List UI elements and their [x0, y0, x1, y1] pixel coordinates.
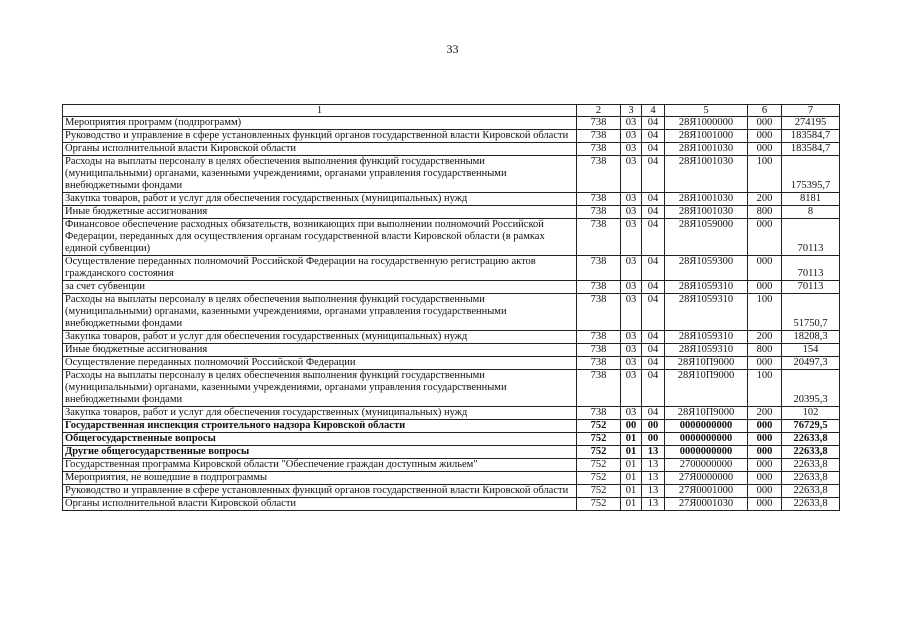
- amount-cell: 22633,8: [782, 459, 840, 472]
- target-article-cell: 27Я0000000: [665, 472, 748, 485]
- subsection-code-cell: 04: [642, 294, 665, 331]
- expense-name-cell: Осуществление переданных полномочий Российской Федерации на государственную регистрацию актов гражданского состояния: [63, 256, 577, 281]
- section-code-cell: 01: [621, 472, 642, 485]
- table-row: [63, 344, 840, 357]
- expense-name-cell: Органы исполнительной власти Кировской области: [63, 498, 577, 511]
- target-article-cell: 27Я0001030: [665, 498, 748, 511]
- ministry-code-cell: 738: [577, 156, 621, 193]
- amount-cell: 8: [782, 206, 840, 219]
- subsection-code-cell: 04: [642, 156, 665, 193]
- ministry-code-cell: 738: [577, 281, 621, 294]
- expense-name-cell: за счет субвенции: [63, 281, 577, 294]
- expense-type-cell: 000: [748, 459, 782, 472]
- expense-type-cell: 000: [748, 256, 782, 281]
- table-row: [63, 130, 840, 143]
- section-code-cell: 03: [621, 407, 642, 420]
- subsection-code-cell: 04: [642, 407, 665, 420]
- subsection-code-cell: 04: [642, 206, 665, 219]
- amount-cell: 70113: [782, 219, 840, 256]
- table-row: [63, 420, 840, 433]
- column-number: 7: [782, 105, 840, 117]
- subsection-code-cell: 00: [642, 433, 665, 446]
- amount-cell: 22633,8: [782, 472, 840, 485]
- ministry-code-cell: 738: [577, 143, 621, 156]
- target-article-cell: 28Я1001030: [665, 156, 748, 193]
- table-row: [63, 472, 840, 485]
- table-row: [63, 446, 840, 459]
- expense-name-cell: Финансовое обеспечение расходных обязательств, возникающих при выполнении полномочий Российской Федерации, переданных для осуществления органам государственной власти Кировской области (в рамках единой субвенции): [63, 219, 577, 256]
- table-row: [63, 193, 840, 206]
- subsection-code-cell: 04: [642, 370, 665, 407]
- section-code-cell: 03: [621, 344, 642, 357]
- ministry-code-cell: 752: [577, 459, 621, 472]
- column-number: 2: [577, 105, 621, 117]
- subsection-code-cell: 13: [642, 459, 665, 472]
- column-number: 3: [621, 105, 642, 117]
- section-code-cell: 03: [621, 156, 642, 193]
- subsection-code-cell: 04: [642, 256, 665, 281]
- expense-type-cell: 800: [748, 206, 782, 219]
- budget-table: [62, 104, 840, 511]
- amount-cell: 274195: [782, 117, 840, 130]
- subsection-code-cell: 04: [642, 117, 665, 130]
- section-code-cell: 03: [621, 206, 642, 219]
- ministry-code-cell: 738: [577, 130, 621, 143]
- table-row: [63, 294, 840, 331]
- target-article-cell: 28Я1059000: [665, 219, 748, 256]
- expense-name-cell: Органы исполнительной власти Кировской области: [63, 143, 577, 156]
- table-row: [63, 459, 840, 472]
- target-article-cell: 28Я1000000: [665, 117, 748, 130]
- column-number-row: [63, 105, 840, 117]
- table-row: [63, 498, 840, 511]
- target-article-cell: 28Я10П9000: [665, 407, 748, 420]
- target-article-cell: 28Я1059310: [665, 344, 748, 357]
- expense-name-cell: Расходы на выплаты персоналу в целях обеспечения выполнения функций государственными (муниципальными) органами, казенными учреждениями, органами управления государственными внебюджетными фондами: [63, 370, 577, 407]
- amount-cell: 70113: [782, 256, 840, 281]
- section-code-cell: 01: [621, 485, 642, 498]
- expense-name-cell: Закупка товаров, работ и услуг для обеспечения государственных (муниципальных) нужд: [63, 331, 577, 344]
- expense-type-cell: 000: [748, 130, 782, 143]
- ministry-code-cell: 752: [577, 485, 621, 498]
- ministry-code-cell: 738: [577, 219, 621, 256]
- amount-cell: 8181: [782, 193, 840, 206]
- subsection-code-cell: 00: [642, 420, 665, 433]
- target-article-cell: 2700000000: [665, 459, 748, 472]
- expense-type-cell: 000: [748, 117, 782, 130]
- amount-cell: 154: [782, 344, 840, 357]
- ministry-code-cell: 752: [577, 433, 621, 446]
- section-code-cell: 01: [621, 459, 642, 472]
- table-row: [63, 357, 840, 370]
- subsection-code-cell: 04: [642, 219, 665, 256]
- target-article-cell: 28Я10П9000: [665, 357, 748, 370]
- target-article-cell: 28Я1001030: [665, 206, 748, 219]
- ministry-code-cell: 752: [577, 446, 621, 459]
- subsection-code-cell: 04: [642, 143, 665, 156]
- subsection-code-cell: 04: [642, 331, 665, 344]
- section-code-cell: 03: [621, 294, 642, 331]
- section-code-cell: 03: [621, 219, 642, 256]
- subsection-code-cell: 13: [642, 498, 665, 511]
- ministry-code-cell: 738: [577, 294, 621, 331]
- expense-name-cell: Другие общегосударственные вопросы: [63, 446, 577, 459]
- expense-name-cell: Расходы на выплаты персоналу в целях обеспечения выполнения функций государственными (муниципальными) органами, казенными учреждениями, органами управления государственными внебюджетными фондами: [63, 294, 577, 331]
- expense-name-cell: Иные бюджетные ассигнования: [63, 344, 577, 357]
- table-row: [63, 256, 840, 281]
- expense-type-cell: 100: [748, 370, 782, 407]
- section-code-cell: 03: [621, 193, 642, 206]
- column-number: 6: [748, 105, 782, 117]
- expense-name-cell: Руководство и управление в сфере установленных функций органов государственной власти Кировской области: [63, 485, 577, 498]
- expense-type-cell: 000: [748, 420, 782, 433]
- ministry-code-cell: 738: [577, 206, 621, 219]
- ministry-code-cell: 738: [577, 407, 621, 420]
- expense-name-cell: Руководство и управление в сфере установленных функций органов государственной власти Кировской области: [63, 130, 577, 143]
- section-code-cell: 03: [621, 117, 642, 130]
- target-article-cell: 28Я1059310: [665, 281, 748, 294]
- amount-cell: 183584,7: [782, 130, 840, 143]
- ministry-code-cell: 752: [577, 420, 621, 433]
- ministry-code-cell: 738: [577, 331, 621, 344]
- section-code-cell: 03: [621, 357, 642, 370]
- subsection-code-cell: 04: [642, 344, 665, 357]
- amount-cell: 175395,7: [782, 156, 840, 193]
- amount-cell: 18208,3: [782, 331, 840, 344]
- expense-type-cell: 100: [748, 156, 782, 193]
- section-code-cell: 03: [621, 281, 642, 294]
- target-article-cell: 28Я1001030: [665, 143, 748, 156]
- subsection-code-cell: 04: [642, 281, 665, 294]
- expense-name-cell: Закупка товаров, работ и услуг для обеспечения государственных (муниципальных) нужд: [63, 193, 577, 206]
- subsection-code-cell: 13: [642, 446, 665, 459]
- amount-cell: 51750,7: [782, 294, 840, 331]
- section-code-cell: 03: [621, 143, 642, 156]
- expense-type-cell: 000: [748, 433, 782, 446]
- expense-type-cell: 000: [748, 485, 782, 498]
- section-code-cell: 01: [621, 433, 642, 446]
- expense-name-cell: Общегосударственные вопросы: [63, 433, 577, 446]
- amount-cell: 22633,8: [782, 485, 840, 498]
- table-row: [63, 433, 840, 446]
- target-article-cell: 0000000000: [665, 433, 748, 446]
- amount-cell: 183584,7: [782, 143, 840, 156]
- ministry-code-cell: 738: [577, 256, 621, 281]
- section-code-cell: 03: [621, 370, 642, 407]
- expense-name-cell: Государственная программа Кировской области "Обеспечение граждан доступным жильем": [63, 459, 577, 472]
- ministry-code-cell: 752: [577, 472, 621, 485]
- amount-cell: 20395,3: [782, 370, 840, 407]
- table-row: [63, 219, 840, 256]
- table-row: [63, 143, 840, 156]
- ministry-code-cell: 738: [577, 370, 621, 407]
- expense-name-cell: Закупка товаров, работ и услуг для обеспечения государственных (муниципальных) нужд: [63, 407, 577, 420]
- amount-cell: 22633,8: [782, 433, 840, 446]
- expense-name-cell: Осуществление переданных полномочий Российской Федерации: [63, 357, 577, 370]
- amount-cell: 102: [782, 407, 840, 420]
- expense-type-cell: 000: [748, 498, 782, 511]
- target-article-cell: 28Я1059310: [665, 331, 748, 344]
- target-article-cell: 0000000000: [665, 446, 748, 459]
- table-row: [63, 206, 840, 219]
- target-article-cell: 28Я1059300: [665, 256, 748, 281]
- amount-cell: 20497,3: [782, 357, 840, 370]
- expense-type-cell: 200: [748, 193, 782, 206]
- ministry-code-cell: 738: [577, 344, 621, 357]
- subsection-code-cell: 04: [642, 193, 665, 206]
- expense-name-cell: Государственная инспекция строительного надзора Кировской области: [63, 420, 577, 433]
- subsection-code-cell: 04: [642, 130, 665, 143]
- target-article-cell: 27Я0001000: [665, 485, 748, 498]
- expense-type-cell: 000: [748, 446, 782, 459]
- expense-type-cell: 000: [748, 357, 782, 370]
- expense-type-cell: 100: [748, 294, 782, 331]
- expense-name-cell: Мероприятия, не вошедшие в подпрограммы: [63, 472, 577, 485]
- expense-type-cell: 800: [748, 344, 782, 357]
- amount-cell: 76729,5: [782, 420, 840, 433]
- ministry-code-cell: 752: [577, 498, 621, 511]
- expense-type-cell: 200: [748, 407, 782, 420]
- amount-cell: 22633,8: [782, 446, 840, 459]
- column-number: 1: [63, 105, 577, 117]
- expense-type-cell: 000: [748, 143, 782, 156]
- table-row: [63, 156, 840, 193]
- expense-name-cell: Мероприятия программ (подпрограмм): [63, 117, 577, 130]
- table-row: [63, 281, 840, 294]
- section-code-cell: 00: [621, 420, 642, 433]
- column-number: 5: [665, 105, 748, 117]
- section-code-cell: 03: [621, 256, 642, 281]
- target-article-cell: 28Я1001030: [665, 193, 748, 206]
- amount-cell: 22633,8: [782, 498, 840, 511]
- target-article-cell: 28Я10П9000: [665, 370, 748, 407]
- section-code-cell: 03: [621, 130, 642, 143]
- table-row: [63, 370, 840, 407]
- target-article-cell: 28Я1001000: [665, 130, 748, 143]
- table-row: [63, 331, 840, 344]
- subsection-code-cell: 13: [642, 485, 665, 498]
- expense-name-cell: Расходы на выплаты персоналу в целях обеспечения выполнения функций государственными (муниципальными) органами, казенными учреждениями, органами управления государственными внебюджетными фондами: [63, 156, 577, 193]
- section-code-cell: 03: [621, 331, 642, 344]
- ministry-code-cell: 738: [577, 357, 621, 370]
- subsection-code-cell: 13: [642, 472, 665, 485]
- table-row: [63, 117, 840, 130]
- column-number: 4: [642, 105, 665, 117]
- section-code-cell: 01: [621, 446, 642, 459]
- section-code-cell: 01: [621, 498, 642, 511]
- table-row: [63, 407, 840, 420]
- expense-type-cell: 000: [748, 281, 782, 294]
- subsection-code-cell: 04: [642, 357, 665, 370]
- target-article-cell: 28Я1059310: [665, 294, 748, 331]
- expense-type-cell: 200: [748, 331, 782, 344]
- ministry-code-cell: 738: [577, 193, 621, 206]
- amount-cell: 70113: [782, 281, 840, 294]
- expense-name-cell: Иные бюджетные ассигнования: [63, 206, 577, 219]
- expense-type-cell: 000: [748, 219, 782, 256]
- ministry-code-cell: 738: [577, 117, 621, 130]
- page-number: 33: [446, 42, 459, 56]
- expense-type-cell: 000: [748, 472, 782, 485]
- table-row: [63, 485, 840, 498]
- target-article-cell: 0000000000: [665, 420, 748, 433]
